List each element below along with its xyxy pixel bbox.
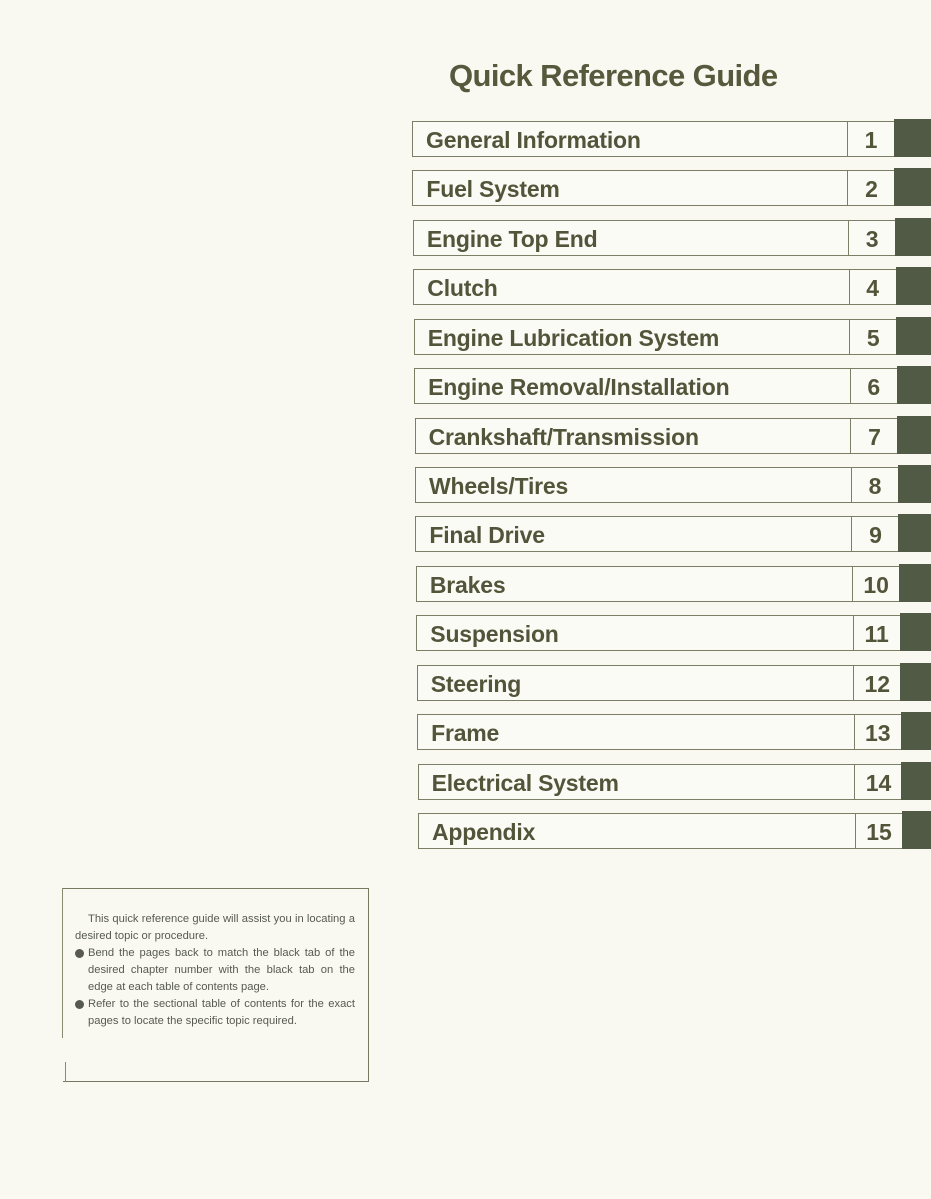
usage-note-bullet-text: Refer to the sectional table of contents for the exact pages to locate the specific topic required. <box>88 998 355 1027</box>
chapter-label: Wheels/Tires <box>429 473 569 499</box>
chapter-label-box[interactable] <box>415 516 852 552</box>
chapter-number-box[interactable] <box>848 170 895 206</box>
chapter-edge-tab[interactable] <box>897 416 931 454</box>
chapter-number: 8 <box>868 473 882 499</box>
chapter-number: 11 <box>864 621 889 648</box>
chapter-label: Electrical System <box>431 769 619 796</box>
chapter-label: Appendix <box>432 819 536 845</box>
chapter-number-box[interactable] <box>852 467 899 503</box>
chapter-label: Clutch <box>427 275 498 302</box>
chapter-edge-tab[interactable] <box>894 119 931 157</box>
chapter-number-box[interactable] <box>852 516 899 552</box>
chapter-number-box[interactable] <box>855 714 902 750</box>
bullet-dot-icon <box>75 949 84 958</box>
chapter-label: Crankshaft/Transmission <box>428 423 699 450</box>
chapter-label-box[interactable] <box>418 813 856 849</box>
chapter-label-box[interactable] <box>416 615 853 651</box>
chapter-label: Engine Removal/Installation <box>428 374 730 401</box>
chapter-number-box[interactable] <box>851 368 898 404</box>
chapter-number: 2 <box>865 176 878 203</box>
chapter-label: Suspension <box>430 621 559 648</box>
chapter-number-box[interactable] <box>850 269 897 305</box>
usage-note-bullet <box>75 945 355 996</box>
chapter-edge-tab[interactable] <box>894 168 930 206</box>
chapter-edge-tab[interactable] <box>900 663 931 701</box>
chapter-edge-tab[interactable] <box>900 613 931 651</box>
chapter-label-box[interactable] <box>413 220 849 256</box>
chapter-label-box[interactable] <box>417 714 855 750</box>
chapter-number: 5 <box>866 324 880 351</box>
chapter-number-box[interactable] <box>851 418 898 454</box>
chapter-edge-tab[interactable] <box>902 811 931 849</box>
chapter-number: 12 <box>864 670 891 697</box>
chapter-label-box[interactable] <box>413 269 849 305</box>
chapter-edge-tab[interactable] <box>896 267 931 305</box>
chapter-label: Engine Lubrication System <box>427 324 720 351</box>
page-title: Quick Reference Guide <box>449 58 778 93</box>
chapter-number-box[interactable] <box>854 615 901 651</box>
usage-note-box <box>63 888 369 1082</box>
chapter-label-box[interactable] <box>418 764 856 800</box>
chapter-edge-tab[interactable] <box>896 317 931 355</box>
chapter-number-box[interactable] <box>850 319 897 355</box>
chapter-number-box[interactable] <box>855 764 902 800</box>
chapter-label-box[interactable] <box>414 319 851 355</box>
chapter-label: Fuel System <box>426 176 560 203</box>
chapter-label-box[interactable] <box>415 418 852 454</box>
chapter-edge-tab[interactable] <box>899 564 931 602</box>
usage-note-text <box>75 911 355 1030</box>
chapter-label: Steering <box>430 670 522 697</box>
chapter-number: 9 <box>869 522 882 549</box>
chapter-number: 7 <box>868 423 881 450</box>
chapter-number: 1 <box>864 127 878 153</box>
chapter-label: Engine Top End <box>426 225 598 252</box>
chapter-label-box[interactable] <box>412 170 848 206</box>
chapter-label: Frame <box>431 720 500 747</box>
usage-note-intro: This quick reference guide will assist you in locating a desired topic or procedure. <box>75 913 355 942</box>
chapter-label-box[interactable] <box>415 467 852 503</box>
chapter-number-box[interactable] <box>849 220 896 256</box>
chapter-label-box[interactable] <box>416 566 853 602</box>
chapter-label-box[interactable] <box>417 665 855 701</box>
bullet-dot-icon <box>75 1000 84 1009</box>
chapter-label-box[interactable] <box>414 368 851 404</box>
chapter-number: 10 <box>863 571 889 598</box>
chapter-edge-tab[interactable] <box>901 762 931 800</box>
chapter-number: 15 <box>866 819 892 845</box>
chapter-number-box[interactable] <box>848 121 895 157</box>
chapter-number-box[interactable] <box>856 813 903 849</box>
chapter-label-box[interactable] <box>412 121 848 157</box>
chapter-edge-tab[interactable] <box>898 514 930 552</box>
chapter-number-box[interactable] <box>853 566 900 602</box>
chapter-edge-tab[interactable] <box>895 218 931 256</box>
chapter-number-box[interactable] <box>854 665 901 701</box>
chapter-edge-tab[interactable] <box>898 465 931 503</box>
chapter-number: 4 <box>866 275 880 302</box>
chapter-edge-tab[interactable] <box>901 712 931 750</box>
chapter-label: Brakes <box>429 571 506 598</box>
usage-note-bullet-text: Bend the pages back to match the black tab of the desired chapter number with the black tab on the edge at each table of contents page. <box>88 947 355 993</box>
chapter-label: Final Drive <box>429 522 545 549</box>
chapter-number: 14 <box>865 769 892 796</box>
chapter-number: 3 <box>865 225 879 252</box>
usage-note-bullet <box>75 996 355 1030</box>
chapter-edge-tab[interactable] <box>897 366 931 404</box>
chapter-label: General Information <box>426 127 641 153</box>
chapter-number: 13 <box>864 720 891 747</box>
chapter-number: 6 <box>867 374 881 401</box>
